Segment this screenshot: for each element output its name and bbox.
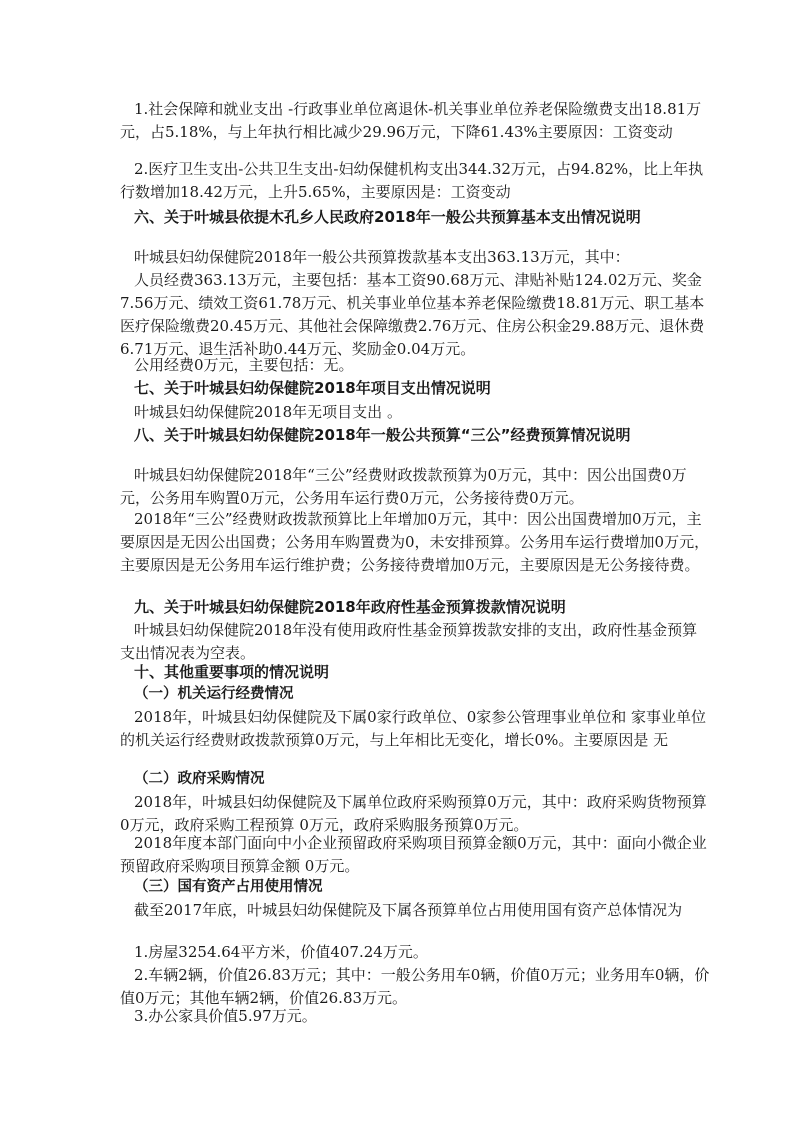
heading-section-8: 八、关于叶城县妇幼保健院2018年一般公共预算“三公”经费预算情况说明 (134, 426, 631, 444)
subheading-operating-funds: （一）机关运行经费情况 (134, 686, 294, 702)
paragraph-basic-expenditure: 叶城县妇幼保健院2018年一般公共预算拨款基本支出363.13万元，其中： (134, 248, 630, 266)
paragraph-three-public-change: 2018年“三公”经费财政拨款预算比上年增加0万元，其中：因公出国费增加0万元，主要原因是无因公出国费；公务用车购置费为0，未安排预算。公务用车运行费增加0万元，主要原因是无公务用车运行维护费；公务接待费增加0万元，主要原因是无公务接待费。 (120, 510, 710, 574)
paragraph-personnel-funds: 人员经费363.13万元，主要包括：基本工资90.68万元、津贴补贴124.02万元、奖金7.56万元、绩效工资61.78万元、机关事业单位基本养老保险缴费18.81万元、职工基本医疗保险缴费20.45万元、其他社会保障缴费2.76万元、住房公积金29.88万元、退休费6.71万元、退生活补助0.44万元、奖励金0.04万元。 (120, 271, 705, 358)
paragraph-sme-procurement: 2018年度本部门面向中小企业预留政府采购项目预算金额0万元，其中：面向小微企业预留政府采购项目预算金额 0万元。 (120, 834, 707, 875)
subheading-state-assets: （三）国有资产占用使用情况 (134, 879, 323, 895)
paragraph-assets-intro: 截至2017年底，叶城县妇幼保健院及下属各预算单位占用使用国有资产总体情况为 (134, 901, 683, 919)
paragraph-assets-housing: 1.房屋3254.64平方米，价值407.24万元。 (134, 943, 428, 961)
paragraph-assets-vehicles: 2.车辆2辆，价值26.83万元；其中：一般公务用车0辆，价值0万元；业务用车0辆，价值0万元；其他车辆2辆，价值26.83万元。 (120, 966, 710, 1007)
paragraph-operating-funds: 2018年，叶城县妇幼保健院及下属0家行政单位、0家参公管理事业单位和 家事业单位的机关运行经费财政拨款预算0万元，与上年相比无变化，增长0%。主要原因是 无 (120, 708, 707, 749)
heading-section-9: 九、关于叶城县妇幼保健院2018年政府性基金预算拨款情况说明 (134, 598, 566, 616)
paragraph-government-fund: 叶城县妇幼保健院2018年没有使用政府性基金预算拨款安排的支出，政府性基金预算支出情况表为空表。 (120, 621, 698, 662)
heading-section-10: 十、其他重要事项的情况说明 (134, 663, 330, 681)
subheading-procurement: （二）政府采购情况 (134, 771, 265, 787)
paragraph-procurement-budget: 2018年，叶城县妇幼保健院及下属单位政府采购预算0万元，其中：政府采购货物预算0万元，政府采购工程预算 0万元，政府采购服务预算0万元。 (120, 793, 707, 834)
paragraph-assets-furniture: 3.办公家具价值5.97万元。 (134, 1007, 317, 1025)
paragraph-social-security: 1.社会保障和就业支出 -行政事业单位离退休-机关事业单位养老保险缴费支出18.81万元，占5.18%，与上年执行相比减少29.96万元，下降61.43%主要原因：工资变动 (120, 100, 702, 141)
paragraph-project-expenditure: 叶城县妇幼保健院2018年无项目支出 。 (134, 403, 402, 421)
heading-section-7: 七、关于叶城县妇幼保健院2018年项目支出情况说明 (134, 379, 491, 397)
paragraph-public-funds: 公用经费0万元，主要包括：无。 (134, 356, 354, 374)
paragraph-health: 2.医疗卫生支出-公共卫生支出-妇幼保健机构支出344.32万元，占94.82%，比上年执行数增加18.42万元，上升5.65%，主要原因是：工资变动 (120, 160, 704, 201)
paragraph-three-public-budget: 叶城县妇幼保健院2018年“三公”经费财政拨款预算为0万元，其中：因公出国费0万元，公务用车购置0万元，公务用车运行费0万元，公务接待费0万元。 (120, 466, 687, 507)
heading-section-6: 六、关于叶城县依提木孔乡人民政府2018年一般公共预算基本支出情况说明 (134, 208, 641, 226)
